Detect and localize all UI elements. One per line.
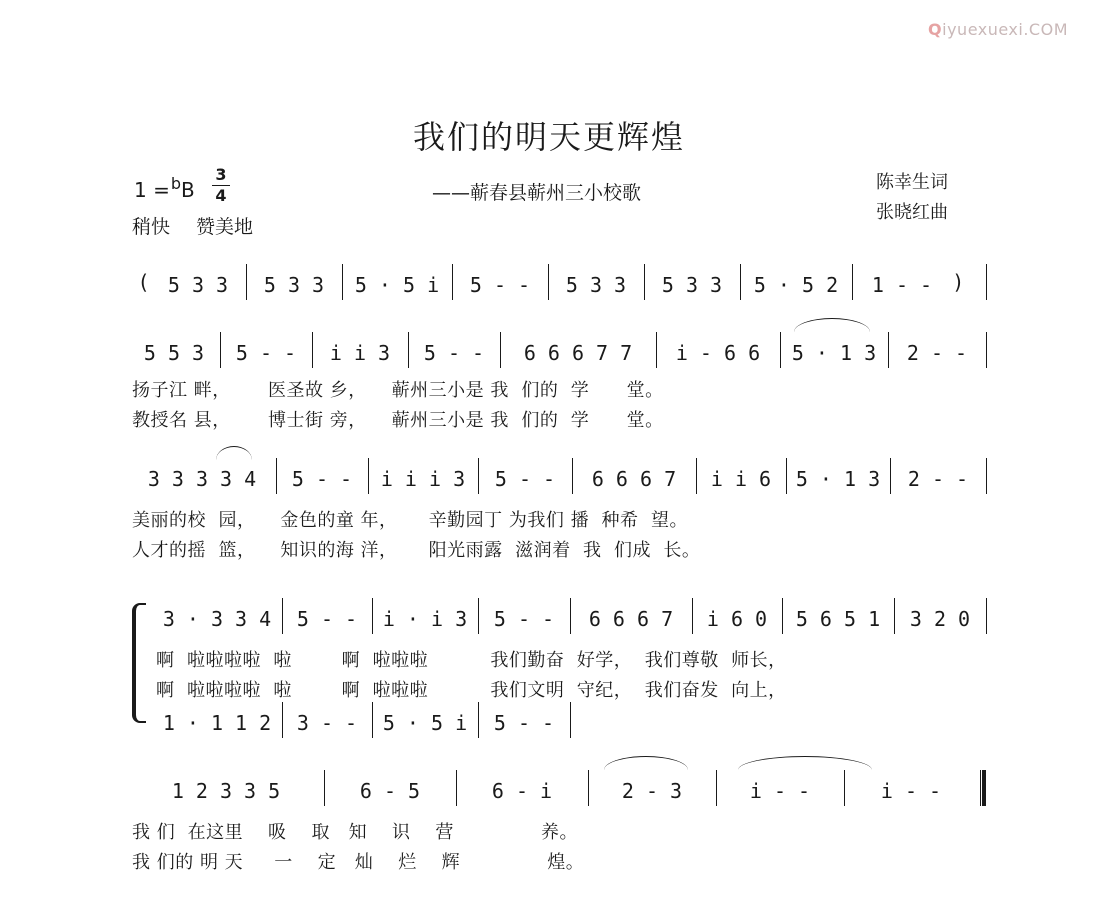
measure: 5 · 5 2 — [753, 273, 839, 297]
measure: 3 3 3 3 4 — [147, 467, 257, 491]
measure: 3 2 0 — [909, 607, 971, 631]
measure: 2 - - — [906, 341, 968, 365]
measure: 5 3 3 — [263, 273, 325, 297]
song-subtitle: ——蕲春县蕲州三小校歌 — [432, 182, 642, 204]
measure: 6 6 6 7 7 — [523, 341, 633, 365]
lyric-line: 教授名 县， 博士街 旁， 蕲州三小是 我 们的 学 堂。 — [132, 410, 664, 431]
measure: i i 3 — [329, 341, 391, 365]
measure: i 6 0 — [706, 607, 768, 631]
measure: 5 6 5 1 — [795, 607, 881, 631]
measure: 6 - i — [491, 779, 553, 803]
measure: i - 6 6 — [675, 341, 761, 365]
measure: 5 - - — [296, 607, 358, 631]
measure: 5 - - — [493, 607, 555, 631]
song-title: 我们的明天更辉煌 — [412, 118, 685, 156]
measure: 6 6 6 7 — [588, 607, 674, 631]
measure: 5 · 5 i — [382, 711, 468, 735]
score-row-2 — [0, 332, 1098, 372]
measure: i - - — [880, 779, 942, 803]
credits — [876, 168, 948, 228]
measure: 3 - - — [296, 711, 358, 735]
measure: 1 - - — [871, 273, 933, 297]
measure: 5 3 3 — [661, 273, 723, 297]
slur-mark — [604, 756, 688, 770]
measure: 5 - - — [469, 273, 531, 297]
score-row-5 — [0, 702, 1098, 742]
lyric-line: 人才的摇 篮， 知识的海 洋， 阳光雨露 滋润着 我 们成 长。 — [132, 540, 701, 561]
key-signature: 1 =$^b$B — [134, 174, 195, 202]
measure: i i i 3 — [380, 467, 466, 491]
lyric-line: 我 们的 明 天 一 定 灿 烂 辉 煌。 — [132, 852, 585, 873]
lyric-line: 啊 啦啦啦啦 啦 啊 啦啦啦 我们勤奋 好学， 我们尊敬 师长， — [156, 650, 787, 671]
lyric-line: 啊 啦啦啦啦 啦 啊 啦啦啦 我们文明 守纪， 我们奋发 向上， — [156, 680, 787, 701]
measure: 1 2 3 3 5 — [171, 779, 281, 803]
time-signature: 3 4 — [212, 166, 230, 205]
measure: i i 6 — [710, 467, 772, 491]
score-row-3 — [0, 458, 1098, 498]
measure: 5 3 3 — [167, 273, 229, 297]
slur-mark — [738, 756, 872, 770]
composer-credit: 张晓红曲 — [876, 202, 948, 223]
measure: i · i 3 — [382, 607, 468, 631]
lyric-line: 扬子江 畔， 医圣故 乡， 蕲州三小是 我 们的 学 堂。 — [132, 380, 664, 401]
measure: 5 - - — [291, 467, 353, 491]
measure: 5 - - — [494, 467, 556, 491]
measure: 5 - - — [235, 341, 297, 365]
measure: i - - — [749, 779, 811, 803]
measure: 5 · 1 3 — [791, 341, 877, 365]
site-watermark: Qiyuexuexi.COM — [928, 20, 1068, 39]
final-barline — [980, 770, 986, 806]
measure: 5 · 5 i — [354, 273, 440, 297]
tempo-marking: 稍快 赞美地 — [132, 216, 254, 238]
lyric-line: 美丽的校 园， 金色的童 年， 辛勤园丁 为我们 播 种希 望。 — [132, 510, 688, 531]
measure: 5 - - — [493, 711, 555, 735]
score-row-4 — [0, 598, 1098, 638]
lyric-line: 我 们 在这里 吸 取 知 识 营 养。 — [132, 822, 578, 843]
measure: 1 · 1 1 2 — [162, 711, 272, 735]
score-row-intro: ( 5 3 3 5 3 3 5 · 5 i 5 - - 5 3 3 5 3 3 5 · 5 2 1 - - ) — [0, 264, 1098, 304]
slur-mark — [216, 446, 252, 460]
measure: 2 - 3 — [621, 779, 683, 803]
measure: 3 · 3 3 4 — [162, 607, 272, 631]
lyricist-credit: 陈幸生词 — [876, 172, 948, 193]
measure: 5 3 3 — [565, 273, 627, 297]
slur-mark — [794, 318, 870, 332]
measure: 6 6 6 7 — [591, 467, 677, 491]
measure: 5 - - — [423, 341, 485, 365]
measure: 6 - 5 — [359, 779, 421, 803]
score-row-6 — [0, 770, 1098, 810]
measure: 5 · 1 3 — [795, 467, 881, 491]
measure: 5 5 3 — [143, 341, 205, 365]
measure: 2 - - — [907, 467, 969, 491]
